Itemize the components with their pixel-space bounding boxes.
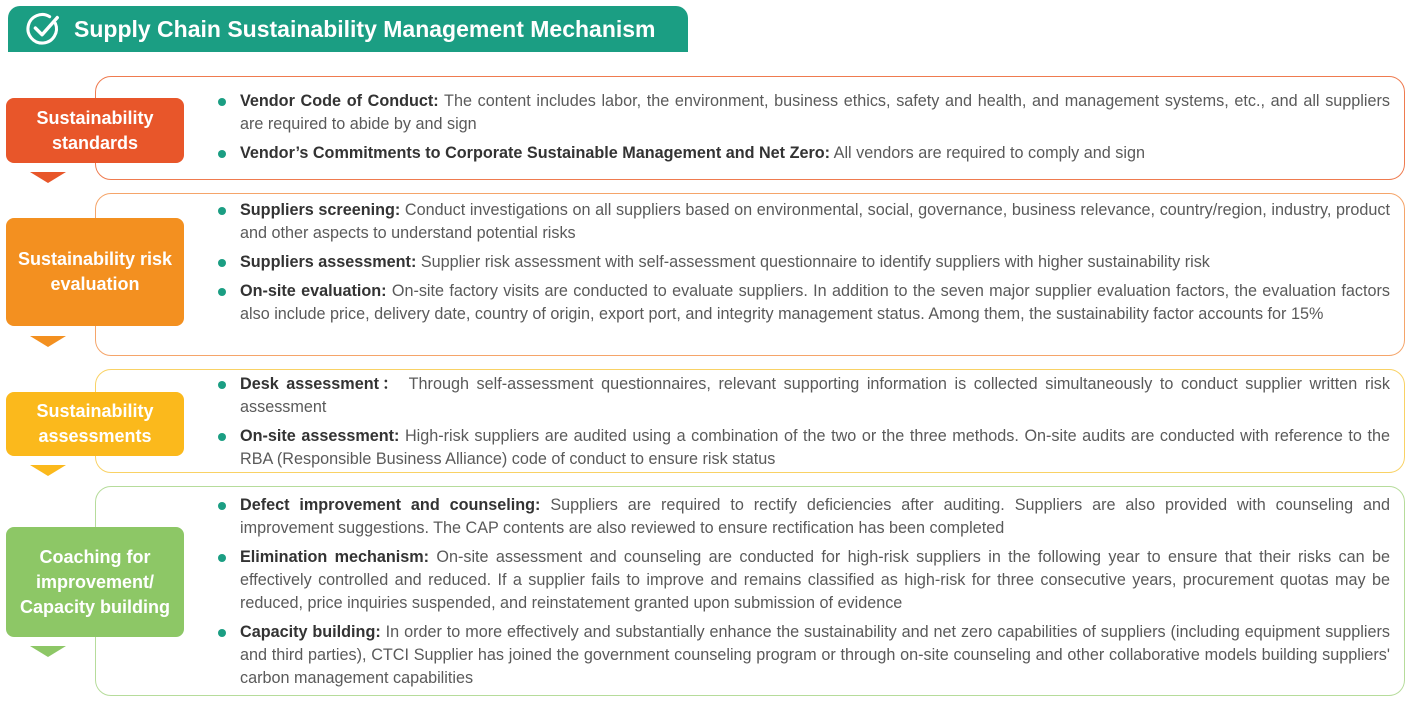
down-arrow-icon: [30, 336, 66, 347]
section-label: Coaching for improvement/ Capacity building: [6, 527, 184, 637]
section-label: Sustainability assessments: [6, 392, 184, 456]
item-text: Supplier risk assessment with self-assessment questionnaire to identify suppliers with higher sustainability risk: [416, 253, 1210, 271]
title-banner: [8, 6, 688, 52]
bullet-dot-icon: [218, 433, 226, 441]
item-term: Capacity building:: [240, 623, 381, 641]
list-item: [240, 142, 1390, 165]
list-item: [240, 546, 1390, 615]
item-term: Vendor’s Commitments to Corporate Sustainable Management and Net Zero:: [240, 144, 831, 162]
section-bullet-list: [240, 494, 1390, 696]
bullet-dot-icon: [218, 629, 226, 637]
item-text: In order to more effectively and substantially enhance the sustainability and net zero capabilities of suppliers (including equipment suppliers and third parties), CTCI Supplier has joined the government counseling program or through on-site counseling and other collaborative models building suppliers' carbon management capabilities: [240, 623, 1390, 687]
bullet-dot-icon: [218, 288, 226, 296]
item-text: Suppliers are required to rectify deficiencies after auditing. Suppliers are also provided with counseling and improvement suggestions. The CAP contents are also reviewed to ensure rectification has been completed: [240, 496, 1390, 537]
bullet-dot-icon: [218, 207, 226, 215]
section-bullet-list: [240, 373, 1390, 477]
list-item: [240, 621, 1390, 690]
bullet-dot-icon: [218, 554, 226, 562]
down-arrow-icon: [30, 465, 66, 476]
item-term: Desk assessment：: [240, 375, 402, 393]
bullet-dot-icon: [218, 259, 226, 267]
check-circle-icon: [24, 10, 62, 48]
list-item: [240, 280, 1390, 326]
bullet-dot-icon: [218, 502, 226, 510]
item-term: Suppliers assessment:: [240, 253, 417, 271]
list-item: [240, 425, 1390, 471]
down-arrow-icon: [30, 646, 66, 657]
item-term: On-site evaluation:: [240, 282, 387, 300]
section-label: Sustainability standards: [6, 98, 184, 163]
down-arrow-icon: [30, 172, 66, 183]
item-text: High-risk suppliers are audited using a combination of the two or the three methods. On-site audits are conducted with reference to the RBA (Responsible Business Alliance) code of conduct to ensure risk status: [240, 427, 1390, 468]
list-item: [240, 199, 1390, 245]
item-text: On-site factory visits are conducted to evaluate suppliers. In addition to the seven major supplier evaluation factors, the evaluation factors also include price, delivery date, country of origin, export port, and integrity management status. Among them, the sustainability factor accounts for 15%: [240, 282, 1390, 323]
item-text: Through self-assessment questionnaires, relevant supporting information is collected simultaneously to conduct supplier written risk assessment: [240, 375, 1390, 416]
list-item: [240, 494, 1390, 540]
list-item: [240, 373, 1390, 419]
item-term: Elimination mechanism:: [240, 548, 430, 566]
bullet-dot-icon: [218, 150, 226, 158]
item-text: The content includes labor, the environment, business ethics, safety and health, and management systems, etc., and all suppliers are required to abide by and sign: [240, 92, 1390, 133]
bullet-dot-icon: [218, 98, 226, 106]
section-bullet-list: [240, 199, 1390, 332]
list-item: [240, 90, 1390, 136]
item-text: On-site assessment and counseling are conducted for high-risk suppliers in the following year to ensure that their risks can be effectively controlled and reduced. If a supplier fails to improve and remains classified as high-risk for three consecutive years, procurement quotas may be reduced, price inquiries suspended, and reinstatement granted upon submission of evidence: [240, 548, 1390, 612]
item-term: Defect improvement and counseling:: [240, 496, 541, 514]
item-text: Conduct investigations on all suppliers based on environmental, social, governance, business relevance, country/region, industry, product and other aspects to understand potential risks: [240, 201, 1390, 242]
page-title: Supply Chain Sustainability Management Mechanism: [74, 15, 656, 42]
section-bullet-list: [240, 90, 1390, 171]
item-term: Suppliers screening:: [240, 201, 401, 219]
bullet-dot-icon: [218, 381, 226, 389]
item-text: All vendors are required to comply and sign: [830, 144, 1145, 162]
item-term: On-site assessment:: [240, 427, 400, 445]
section-label: Sustainability risk evaluation: [6, 218, 184, 326]
item-term: Vendor Code of Conduct:: [240, 92, 439, 110]
list-item: [240, 251, 1390, 274]
